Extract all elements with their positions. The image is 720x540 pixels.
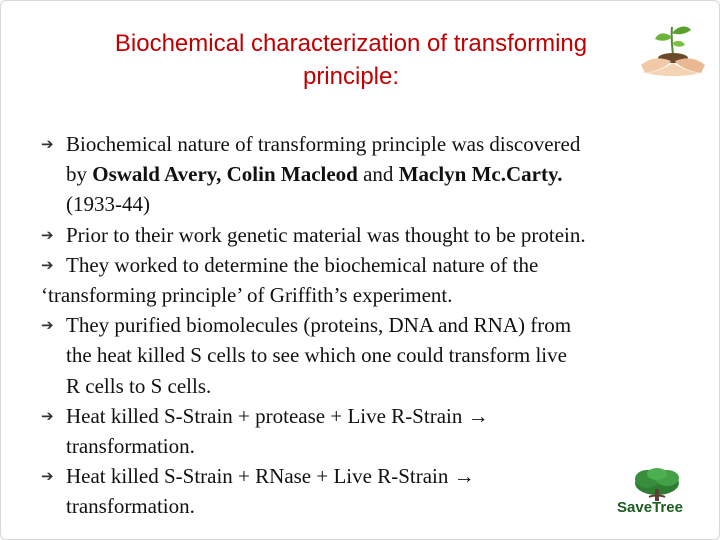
bullet-1-and: and <box>357 162 399 187</box>
right-arrow-bullet-icon: ➔ <box>41 255 54 274</box>
bullet-4-line-3: R cells to S cells. <box>66 373 212 398</box>
bullet-5-line-2: transformation. <box>66 434 195 459</box>
bullet-1-by: by <box>66 162 93 187</box>
bullet-5-line-1: Heat killed S-Strain + protease + Live R-Strain → <box>66 403 489 428</box>
bullet-2-text: Prior to their work genetic material was thought to be protein. <box>66 222 586 247</box>
bullet-3-line-2: ‘transforming principle’ of Griffith’s experiment. <box>41 283 453 308</box>
right-arrow-bullet-icon: ➔ <box>41 135 54 153</box>
right-arrow-bullet-icon: ➔ <box>41 406 54 425</box>
title-line-2: principle: <box>302 63 400 90</box>
bullet-6-line-1: Heat killed S-Strain + RNase + Live R-Strain → <box>66 464 475 489</box>
bullet-1-line-1: Biochemical nature of transforming principle was discovered <box>66 132 581 156</box>
bullet-1-scientists-bold: Oswald Avery, Colin Macleod <box>92 162 358 187</box>
bullet-item-purified <box>41 310 713 401</box>
hands-holding-plant-icon <box>637 21 709 81</box>
slide-title <box>41 27 661 93</box>
bullet-item-determine <box>41 250 713 310</box>
right-arrow-bullet-icon: ➔ <box>41 467 54 486</box>
right-arrow-bullet-icon: ➔ <box>41 316 54 335</box>
bullet-4-line-2: the heat killed S cells to see which one could transform live <box>66 343 567 368</box>
save-tree-logo <box>609 467 691 519</box>
bullet-item-prior-work <box>41 220 713 250</box>
bullet-4-line-1: They purified biomolecules (proteins, DNA and RNA) from <box>66 313 572 338</box>
right-arrow-bullet-icon: ➔ <box>41 225 54 244</box>
logo-text: SaveTree <box>617 499 683 516</box>
title-line-1: Biochemical characterization of transforming <box>114 30 588 57</box>
bullet-item-protease <box>41 401 713 461</box>
bullet-list <box>41 129 713 522</box>
bullet-1-mccarty-bold: Maclyn Mc.Carty. <box>398 162 563 187</box>
bullet-6-line-2: transformation. <box>66 494 195 519</box>
bullet-3-line-1: They worked to determine the biochemical nature of the <box>66 252 539 277</box>
bullet-1-years: (1933-44) <box>66 192 150 217</box>
bullet-item-discovery <box>41 129 713 220</box>
